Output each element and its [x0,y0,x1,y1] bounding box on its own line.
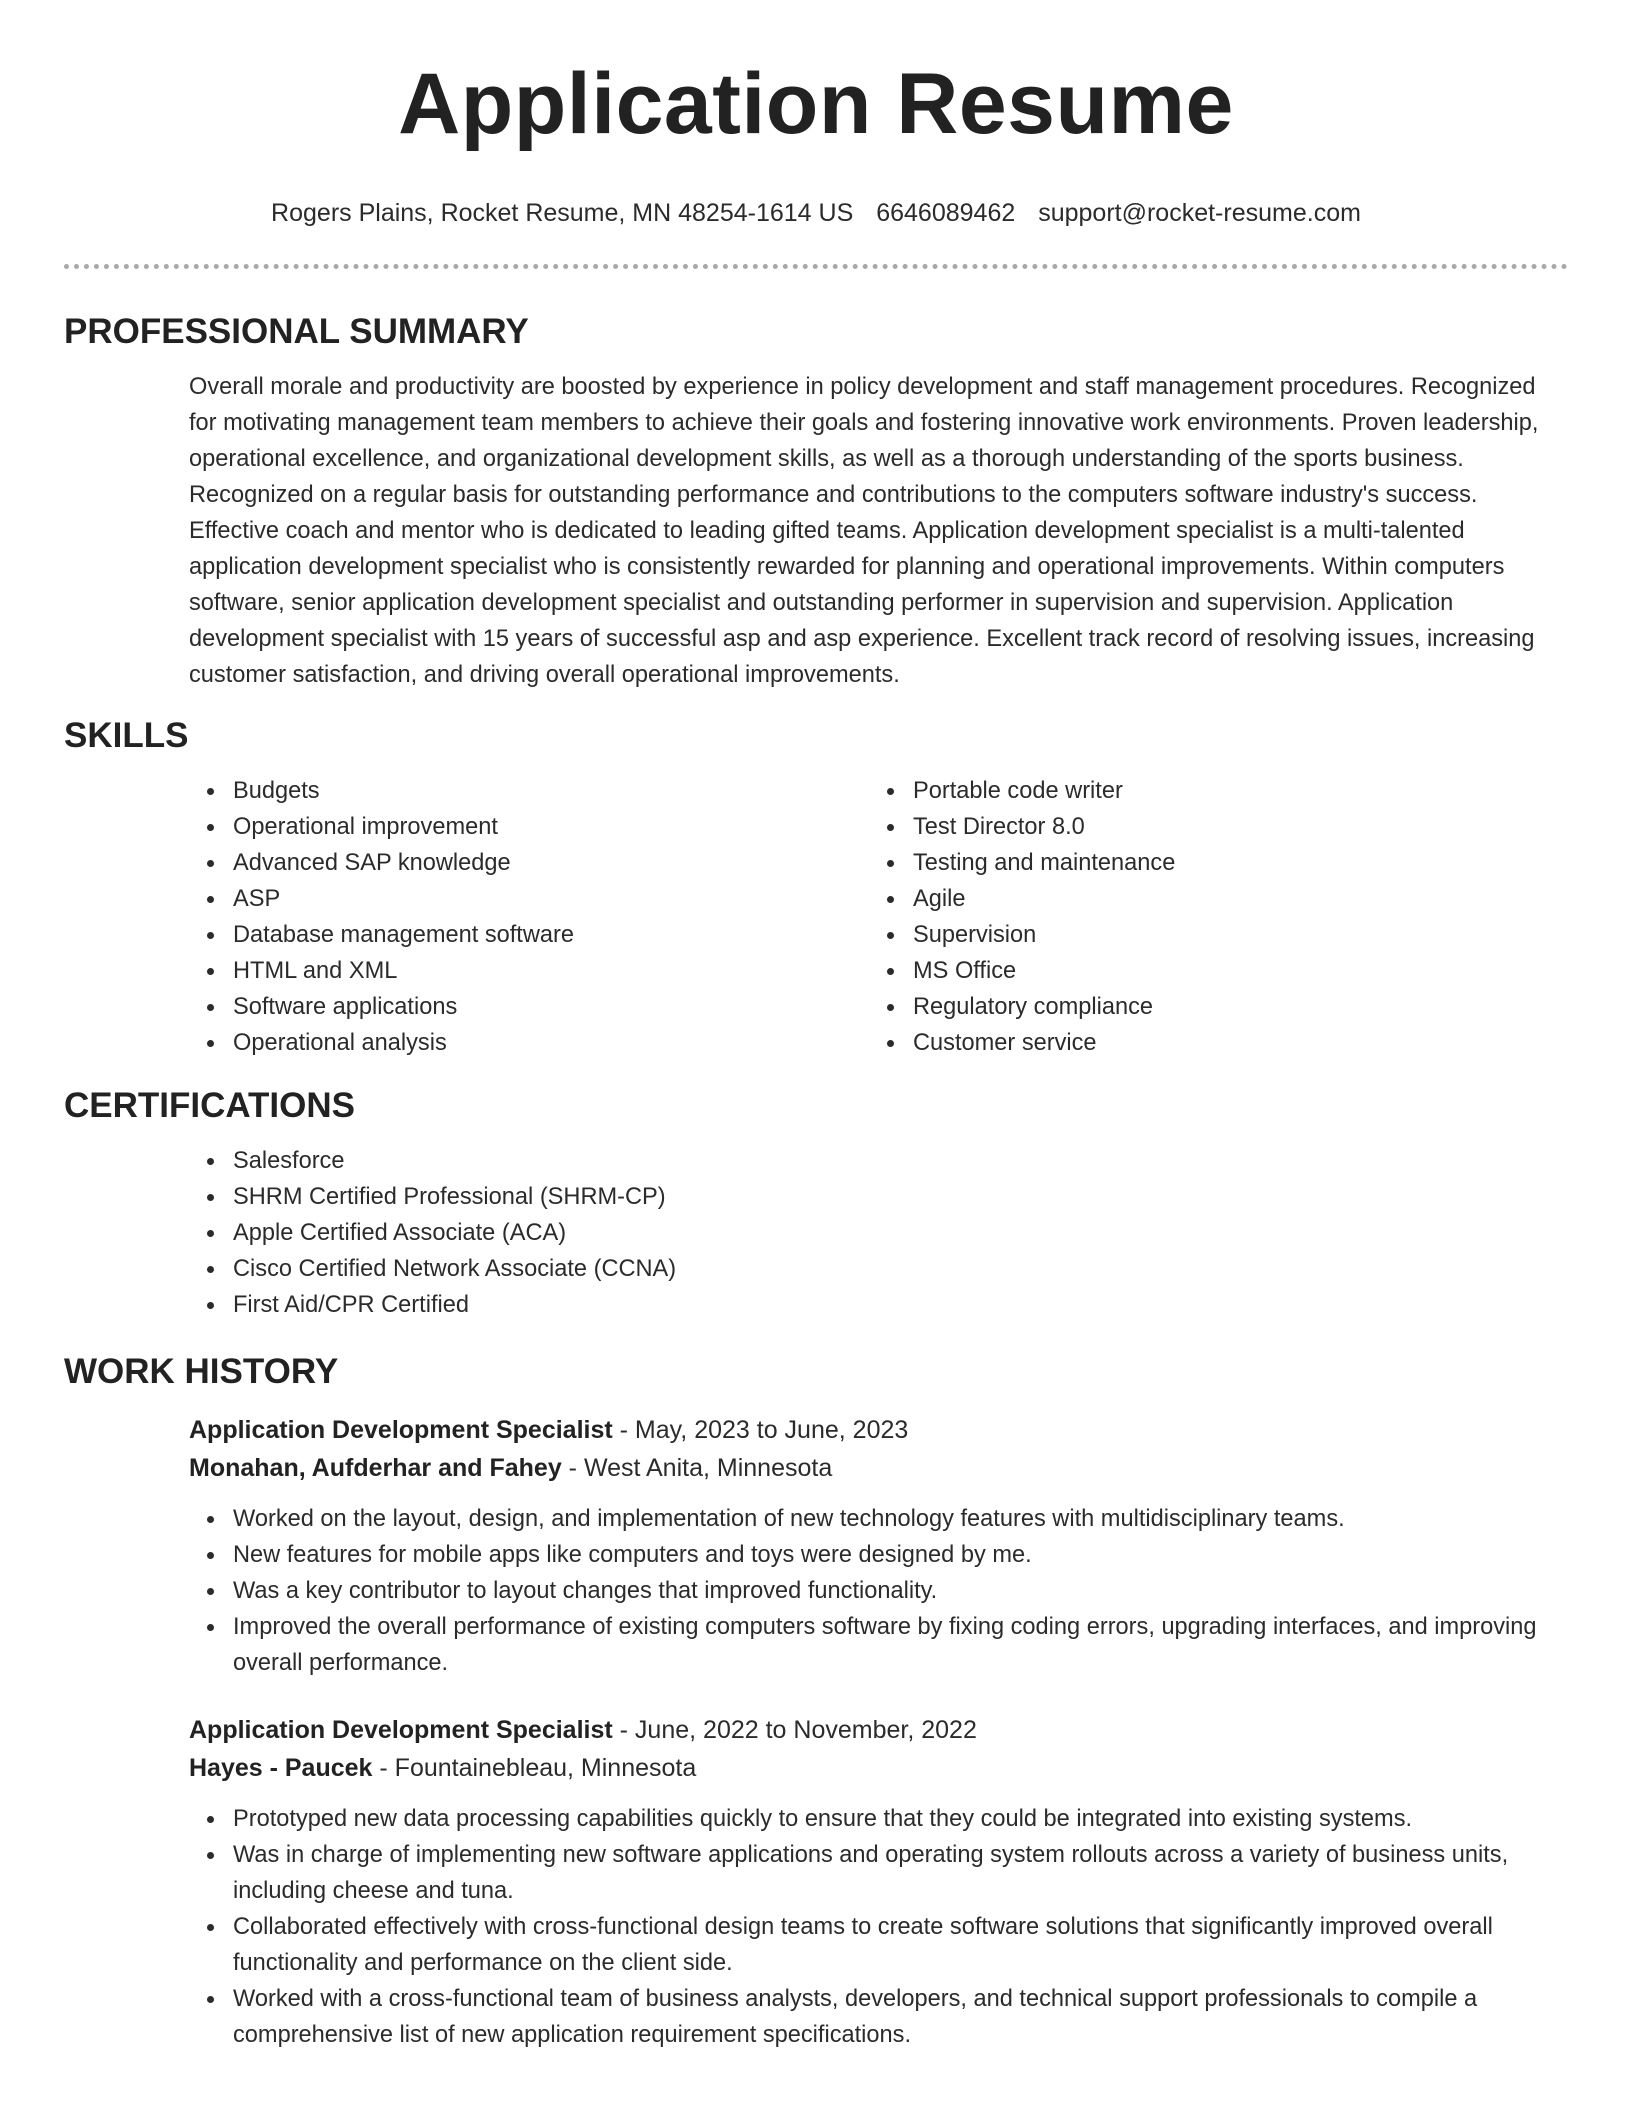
job-entry [0,1711,1632,2053]
skill-item: ASP [189,881,869,917]
job-company-line [189,1449,1632,1487]
contact-email: support@rocket-resume.com [1038,199,1361,227]
skills-column-left [189,773,869,1061]
skill-item: Operational improvement [189,809,869,845]
certification-item: Cisco Certified Network Associate (CCNA) [189,1251,1632,1287]
skill-item: Test Director 8.0 [869,809,1549,845]
job-dates: - May, 2023 to June, 2023 [612,1416,909,1444]
certification-item: SHRM Certified Professional (SHRM-CP) [189,1179,1632,1215]
job-title-line [189,1411,1632,1449]
skill-item: MS Office [869,953,1549,989]
certifications-heading: CERTIFICATIONS [64,1086,356,1125]
certification-item: First Aid/CPR Certified [189,1287,1632,1323]
skill-item: Agile [869,881,1549,917]
certifications-list [189,1143,1632,1323]
summary-text: Overall morale and productivity are boosted by experience in policy development and staff management procedures. Recognized for motivating management team members to achieve their goals and fostering innovative work environments. Proven leadership, operational excellence, and organizational development skills, as well as a thorough understanding of the sports business. Recognized on a regular basis for outstanding performance and contributions to the computers software industry's success. Effective coach and mentor who is dedicated to leading gifted teams. Application development specialist is a multi-talented application development specialist who is consistently rewarded for planning and operational improvements. Within computers software, senior application development specialist and outstanding performer in supervision and supervision. Application development specialist with 15 years of successful asp and asp experience. Excellent track record of resolving issues, increasing customer satisfaction, and driving overall operational improvements. [189,374,1539,688]
job-title-line [189,1711,1632,1749]
skill-item: Database management software [189,917,869,953]
job-duties [189,1801,1569,2053]
skill-item: Supervision [869,917,1549,953]
work-history-heading: WORK HISTORY [64,1352,339,1391]
skill-item: Budgets [189,773,869,809]
job-title: Application Development Specialist [189,1416,613,1444]
skill-item: HTML and XML [189,953,869,989]
job-duty: New features for mobile apps like computers and toys were designed by me. [189,1537,1569,1573]
page-title: Application Resume [398,56,1234,152]
skill-item: Advanced SAP knowledge [189,845,869,881]
job-duty: Improved the overall performance of existing computers software by fixing coding errors, upgrading interfaces, and improving overall performance. [189,1609,1569,1681]
job-duty: Worked on the layout, design, and implementation of new technology features with multidisciplinary teams. [189,1501,1569,1537]
job-company: Hayes - Paucek [189,1754,373,1782]
certification-item: Salesforce [189,1143,1632,1179]
skill-item: Regulatory compliance [869,989,1549,1025]
skill-item: Testing and maintenance [869,845,1549,881]
summary-heading: PROFESSIONAL SUMMARY [64,312,529,351]
job-duty: Prototyped new data processing capabilities quickly to ensure that they could be integrated into existing systems. [189,1801,1569,1837]
job-duties [189,1501,1569,1681]
job-location: - West Anita, Minnesota [561,1454,833,1482]
job-duty: Was a key contributor to layout changes that improved functionality. [189,1573,1569,1609]
skill-item: Portable code writer [869,773,1549,809]
skill-item: Software applications [189,989,869,1025]
job-company-line [189,1749,1632,1787]
job-duty: Worked with a cross-functional team of business analysts, developers, and technical support professionals to compile a comprehensive list of new application requirement specifications. [189,1981,1569,2053]
job-entry [0,1411,1632,1681]
skills-heading: SKILLS [64,716,189,755]
job-company: Monahan, Aufderhar and Fahey [189,1454,562,1482]
contact-line [0,198,1632,228]
contact-address: Rogers Plains, Rocket Resume, MN 48254-1614 US [271,199,854,227]
header-divider [64,264,1568,269]
certification-item: Apple Certified Associate (ACA) [189,1215,1632,1251]
job-dates: - June, 2022 to November, 2022 [612,1716,977,1744]
skill-item: Customer service [869,1025,1549,1061]
skills-column-right [869,773,1549,1061]
contact-phone: 6646089462 [876,199,1016,227]
job-location: - Fountainebleau, Minnesota [372,1754,697,1782]
job-title: Application Development Specialist [189,1716,613,1744]
job-duty: Was in charge of implementing new software applications and operating system rollouts across a variety of business units, including cheese and tuna. [189,1837,1569,1909]
skills-list [189,773,1632,1061]
skill-item: Operational analysis [189,1025,869,1061]
job-duty: Collaborated effectively with cross-functional design teams to create software solutions that significantly improved overall functionality and performance on the client side. [189,1909,1569,1981]
